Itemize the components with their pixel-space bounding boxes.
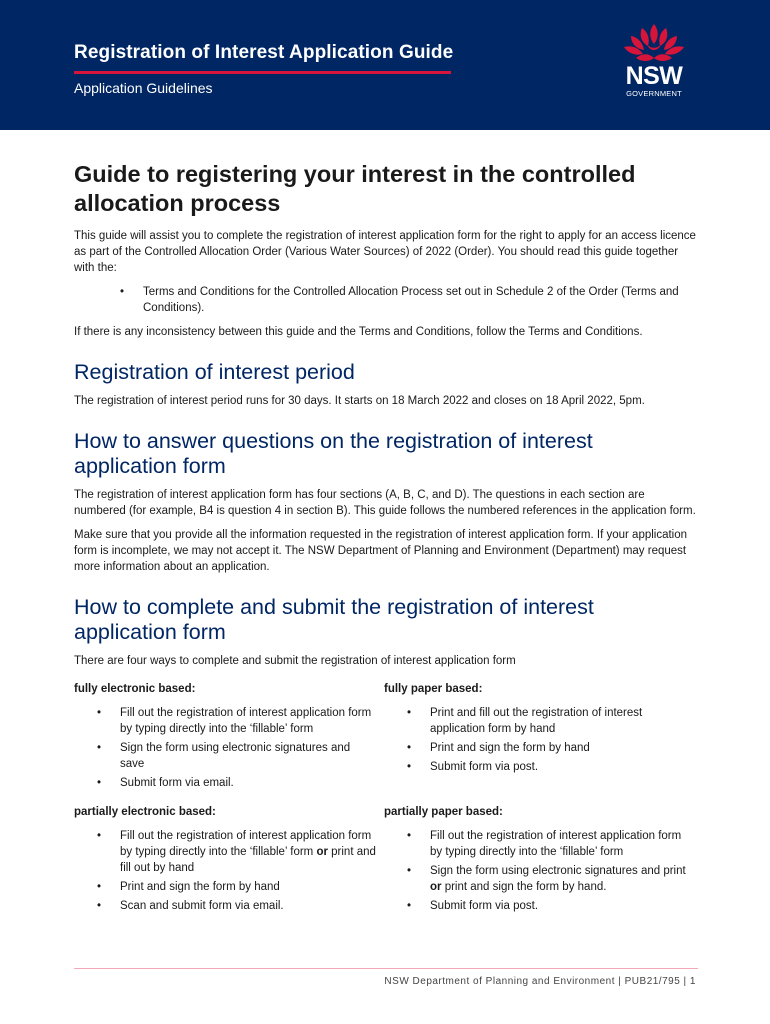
header-accent-rule bbox=[74, 71, 451, 74]
list-item bbox=[74, 828, 384, 876]
method-title: fully paper based: bbox=[384, 683, 483, 695]
logo-subtext: GOVERNMENT bbox=[626, 89, 682, 98]
logo-wordmark: NSW bbox=[625, 62, 683, 90]
method-steps bbox=[74, 828, 384, 914]
intro-paragraph: This guide will assist you to complete the registration of interest application form for the right to apply for an access licence as part of the Controlled Allocation Order (Various Water Sources) of 2022 (Order). You should read this guide together with the: bbox=[74, 230, 696, 274]
method-partially-paper bbox=[384, 804, 698, 921]
four-ways-paragraph: There are four ways to complete and submit the registration of interest application form bbox=[74, 655, 516, 667]
list-item: • Print and sign the form by hand bbox=[74, 879, 384, 895]
list-item: • Print and fill out the registration of interest application form by hand bbox=[384, 705, 698, 737]
step-emphasis: or bbox=[316, 846, 328, 858]
main-heading: Guide to registering your interest in the controlled allocation process bbox=[74, 161, 636, 216]
step-text: Sign the form using electronic signatures and print bbox=[430, 865, 686, 877]
step-text: print and sign the form by hand. bbox=[441, 881, 607, 893]
list-item: • Submit form via post. bbox=[384, 759, 698, 775]
period-paragraph: The registration of interest period runs for 30 days. It starts on 18 March 2022 and closes on 18 April 2022, 5pm. bbox=[74, 395, 645, 407]
method-title: fully electronic based: bbox=[74, 683, 196, 695]
inconsistency-note: If there is any inconsistency between this guide and the Terms and Conditions, follow the Terms and Conditions. bbox=[74, 326, 643, 338]
section-heading-answer-questions: How to answer questions on the registration of interest application form bbox=[74, 429, 593, 478]
sections-paragraph: The registration of interest application form has four sections (A, B, C, and D). The questions in each section are numbered (for example, B4 is question 4 in section B). This guide follows the numbered references in the application form. bbox=[74, 489, 696, 517]
method-steps bbox=[384, 705, 698, 775]
list-item: • Fill out the registration of interest application form by typing directly into the ‘fillable’ form bbox=[74, 705, 384, 737]
submission-methods-grid bbox=[74, 681, 698, 921]
section-heading-period: Registration of interest period bbox=[74, 360, 355, 384]
footer-rule bbox=[74, 968, 698, 969]
nsw-government-logo bbox=[614, 22, 694, 102]
completeness-paragraph: Make sure that you provide all the information requested in the registration of interest application form. If your application form is incomplete, we may not accept it. The NSW Department of Planning and Environment (Department) may request more information about an application. bbox=[74, 529, 688, 573]
intro-bullet-list bbox=[74, 284, 698, 316]
step-text: Fill out the registration of interest application form by typing directly into the ‘fillable’ form bbox=[120, 830, 372, 858]
waratah-flower-icon bbox=[614, 22, 694, 64]
list-item: • Terms and Conditions for the Controlled Allocation Process set out in Schedule 2 of the Order (Terms and Conditions). bbox=[74, 284, 698, 316]
list-item: • Submit form via email. bbox=[74, 775, 384, 791]
method-title: partially paper based: bbox=[384, 806, 503, 818]
list-item: • Scan and submit form via email. bbox=[74, 898, 384, 914]
list-item: • Fill out the registration of interest application form by typing directly into the ‘fillable’ form bbox=[384, 828, 698, 860]
page-header bbox=[0, 0, 770, 130]
document-subtitle: Application Guidelines bbox=[74, 80, 213, 96]
method-steps bbox=[74, 705, 384, 791]
method-steps bbox=[384, 828, 698, 914]
step-emphasis: or bbox=[430, 881, 442, 893]
list-item bbox=[384, 863, 698, 895]
method-fully-paper bbox=[384, 681, 698, 798]
page-footer: NSW Department of Planning and Environment | PUB21/795 | 1 bbox=[384, 976, 696, 987]
list-item: • Submit form via post. bbox=[384, 898, 698, 914]
list-item: • Sign the form using electronic signatures and save bbox=[74, 740, 384, 772]
method-partially-electronic bbox=[74, 804, 384, 921]
method-fully-electronic bbox=[74, 681, 384, 798]
document-body bbox=[74, 160, 698, 921]
section-heading-complete-submit: How to complete and submit the registration of interest application form bbox=[74, 595, 594, 644]
method-title: partially electronic based: bbox=[74, 806, 216, 818]
document-title: Registration of Interest Application Guide bbox=[74, 42, 454, 63]
list-item: • Print and sign the form by hand bbox=[384, 740, 698, 756]
step-text: print and fill out by hand bbox=[120, 846, 376, 874]
